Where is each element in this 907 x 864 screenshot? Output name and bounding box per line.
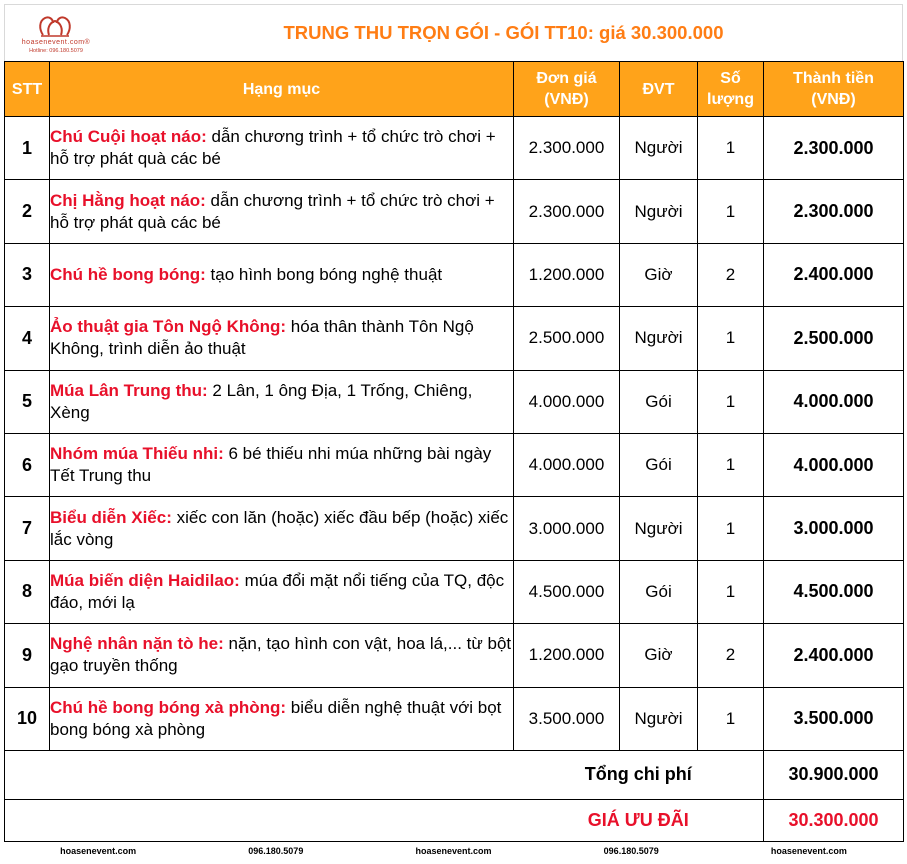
row-item-desc: hóa thân thành Tôn Ngộ Không, trình diễn ảo thuật [50, 317, 474, 359]
table-row [5, 243, 904, 306]
deal-price-row [5, 799, 904, 841]
row-item-desc: dẫn chương trình + tổ chức trò chơi + hỗ trợ phát quà các bé [50, 127, 496, 169]
row-stt: 10 [5, 687, 50, 750]
table-row [5, 497, 904, 560]
row-item [50, 307, 514, 370]
row-item-name: Múa Lân Trung thu: [50, 380, 208, 400]
row-qty: 1 [698, 370, 764, 433]
footer-website: hoasenevent.com [770, 846, 847, 856]
col-header-stt: STT [5, 62, 50, 117]
row-item-name: Múa biến diện Haidilao: [50, 570, 240, 590]
deal-price-value: 30.300.000 [764, 799, 904, 841]
row-item-desc: biểu diễn nghệ thuật với bọt bong bóng xà phòng [50, 697, 502, 739]
page-title: TRUNG THU TRỌN GÓI - GÓI TT10: giá 30.300.000 [283, 22, 724, 43]
row-unit: Người [620, 180, 698, 243]
total-cost-spacer [5, 750, 514, 799]
row-qty: 2 [698, 243, 764, 306]
row-item-desc: nặn, tạo hình con vật, hoa lá,... từ bột gạo truyền thống [50, 634, 512, 676]
logo [11, 13, 101, 57]
row-item-desc: 2 Lân, 1 ông Địa, 1 Trống, Chiêng, Xèng [50, 380, 473, 422]
table-row [5, 624, 904, 687]
table-header-row [5, 62, 904, 117]
row-unit-price: 1.200.000 [514, 243, 620, 306]
row-unit: Người [620, 307, 698, 370]
row-total: 4.500.000 [764, 560, 904, 623]
deal-price-label: GIÁ ƯU ĐÃI [514, 799, 764, 841]
row-qty: 1 [698, 560, 764, 623]
row-unit-price: 4.000.000 [514, 433, 620, 496]
table-row [5, 307, 904, 370]
row-item-desc: dẫn chương trình + tổ chức trò chơi + hỗ trợ phát quà các bé [50, 190, 495, 232]
lotus-logo-icon [35, 13, 75, 39]
row-stt: 5 [5, 370, 50, 433]
row-item-desc: tạo hình bong bóng nghệ thuật [205, 264, 443, 284]
row-total: 3.500.000 [764, 687, 904, 750]
col-header-item: Hạng mục [50, 62, 514, 117]
row-item-name: Biểu diễn Xiếc: [50, 507, 172, 527]
row-unit-price: 3.500.000 [514, 687, 620, 750]
row-item-name: Chú hề bong bóng: [50, 264, 206, 284]
row-stt: 4 [5, 307, 50, 370]
row-total: 2.400.000 [764, 624, 904, 687]
row-unit: Gói [620, 560, 698, 623]
row-total: 2.400.000 [764, 243, 904, 306]
row-qty: 1 [698, 497, 764, 560]
row-item [50, 687, 514, 750]
row-stt: 8 [5, 560, 50, 623]
table-row [5, 560, 904, 623]
row-unit: Gói [620, 433, 698, 496]
price-table [4, 61, 904, 842]
row-qty: 1 [698, 307, 764, 370]
col-header-total: Thành tiền (VNĐ) [764, 62, 904, 117]
footer-hotline: 096.180.5079 [248, 846, 304, 856]
col-header-unit-price: Đơn giá (VNĐ) [514, 62, 620, 117]
row-item-name: Nhóm múa Thiếu nhi: [50, 444, 224, 464]
row-unit: Người [620, 497, 698, 560]
row-total: 4.000.000 [764, 370, 904, 433]
table-row [5, 433, 904, 496]
row-unit: Gói [620, 370, 698, 433]
row-qty: 2 [698, 624, 764, 687]
logo-brand: hoasenevent.com® [21, 39, 91, 46]
table-row [5, 370, 904, 433]
table-row [5, 117, 904, 180]
row-item [50, 433, 514, 496]
logo-hotline: Hotline: 096.180.5079 [29, 48, 83, 54]
total-cost-label: Tổng chi phí [514, 750, 764, 799]
row-total: 2.300.000 [764, 180, 904, 243]
row-unit-price: 3.000.000 [514, 497, 620, 560]
row-item-desc: xiếc con lăn (hoặc) xiếc đầu bếp (hoặc) xiếc lắc vòng [50, 507, 509, 549]
total-cost-value: 30.900.000 [764, 750, 904, 799]
row-item-name: Ảo thuật gia Tôn Ngộ Không: [50, 317, 287, 337]
row-stt: 7 [5, 497, 50, 560]
row-item [50, 243, 514, 306]
row-item [50, 370, 514, 433]
row-total: 2.500.000 [764, 307, 904, 370]
row-item [50, 180, 514, 243]
row-total: 3.000.000 [764, 497, 904, 560]
row-item [50, 117, 514, 180]
footer-hotline: 096.180.5079 [603, 846, 659, 856]
row-unit-price: 4.000.000 [514, 370, 620, 433]
row-stt: 6 [5, 433, 50, 496]
row-qty: 1 [698, 433, 764, 496]
row-qty: 1 [698, 180, 764, 243]
title-row [4, 4, 903, 62]
deal-price-spacer [5, 799, 514, 841]
row-item-name: Chú Cuội hoạt náo: [50, 127, 207, 147]
row-stt: 2 [5, 180, 50, 243]
row-qty: 1 [698, 117, 764, 180]
row-unit: Giờ [620, 624, 698, 687]
row-total: 4.000.000 [764, 433, 904, 496]
row-unit: Người [620, 687, 698, 750]
row-unit-price: 2.300.000 [514, 117, 620, 180]
row-unit-price: 1.200.000 [514, 624, 620, 687]
col-header-qty: Số lượng [698, 62, 764, 117]
row-item-name: Chú hề bong bóng xà phòng: [50, 697, 287, 717]
row-total: 2.300.000 [764, 117, 904, 180]
footer-website: hoasenevent.com [415, 846, 492, 856]
row-item-desc: 6 bé thiếu nhi múa những bài ngày Tết Trung thu [50, 444, 492, 486]
row-item [50, 560, 514, 623]
row-qty: 1 [698, 687, 764, 750]
row-unit: Người [620, 117, 698, 180]
row-item [50, 624, 514, 687]
row-unit: Giờ [620, 243, 698, 306]
row-stt: 9 [5, 624, 50, 687]
total-cost-row [5, 750, 904, 799]
row-item-desc: múa đổi mặt nổi tiếng của TQ, độc đáo, mới lạ [50, 570, 505, 612]
row-stt: 1 [5, 117, 50, 180]
row-stt: 3 [5, 243, 50, 306]
row-item-name: Nghệ nhân nặn tò he: [50, 634, 224, 654]
table-row [5, 180, 904, 243]
row-unit-price: 4.500.000 [514, 560, 620, 623]
footer-website: hoasenevent.com [60, 846, 137, 856]
col-header-unit: ĐVT [620, 62, 698, 117]
table-row [5, 687, 904, 750]
row-item-name: Chị Hằng hoạt náo: [50, 190, 206, 210]
row-unit-price: 2.500.000 [514, 307, 620, 370]
row-item [50, 497, 514, 560]
footer-strip [4, 843, 903, 859]
row-unit-price: 2.300.000 [514, 180, 620, 243]
